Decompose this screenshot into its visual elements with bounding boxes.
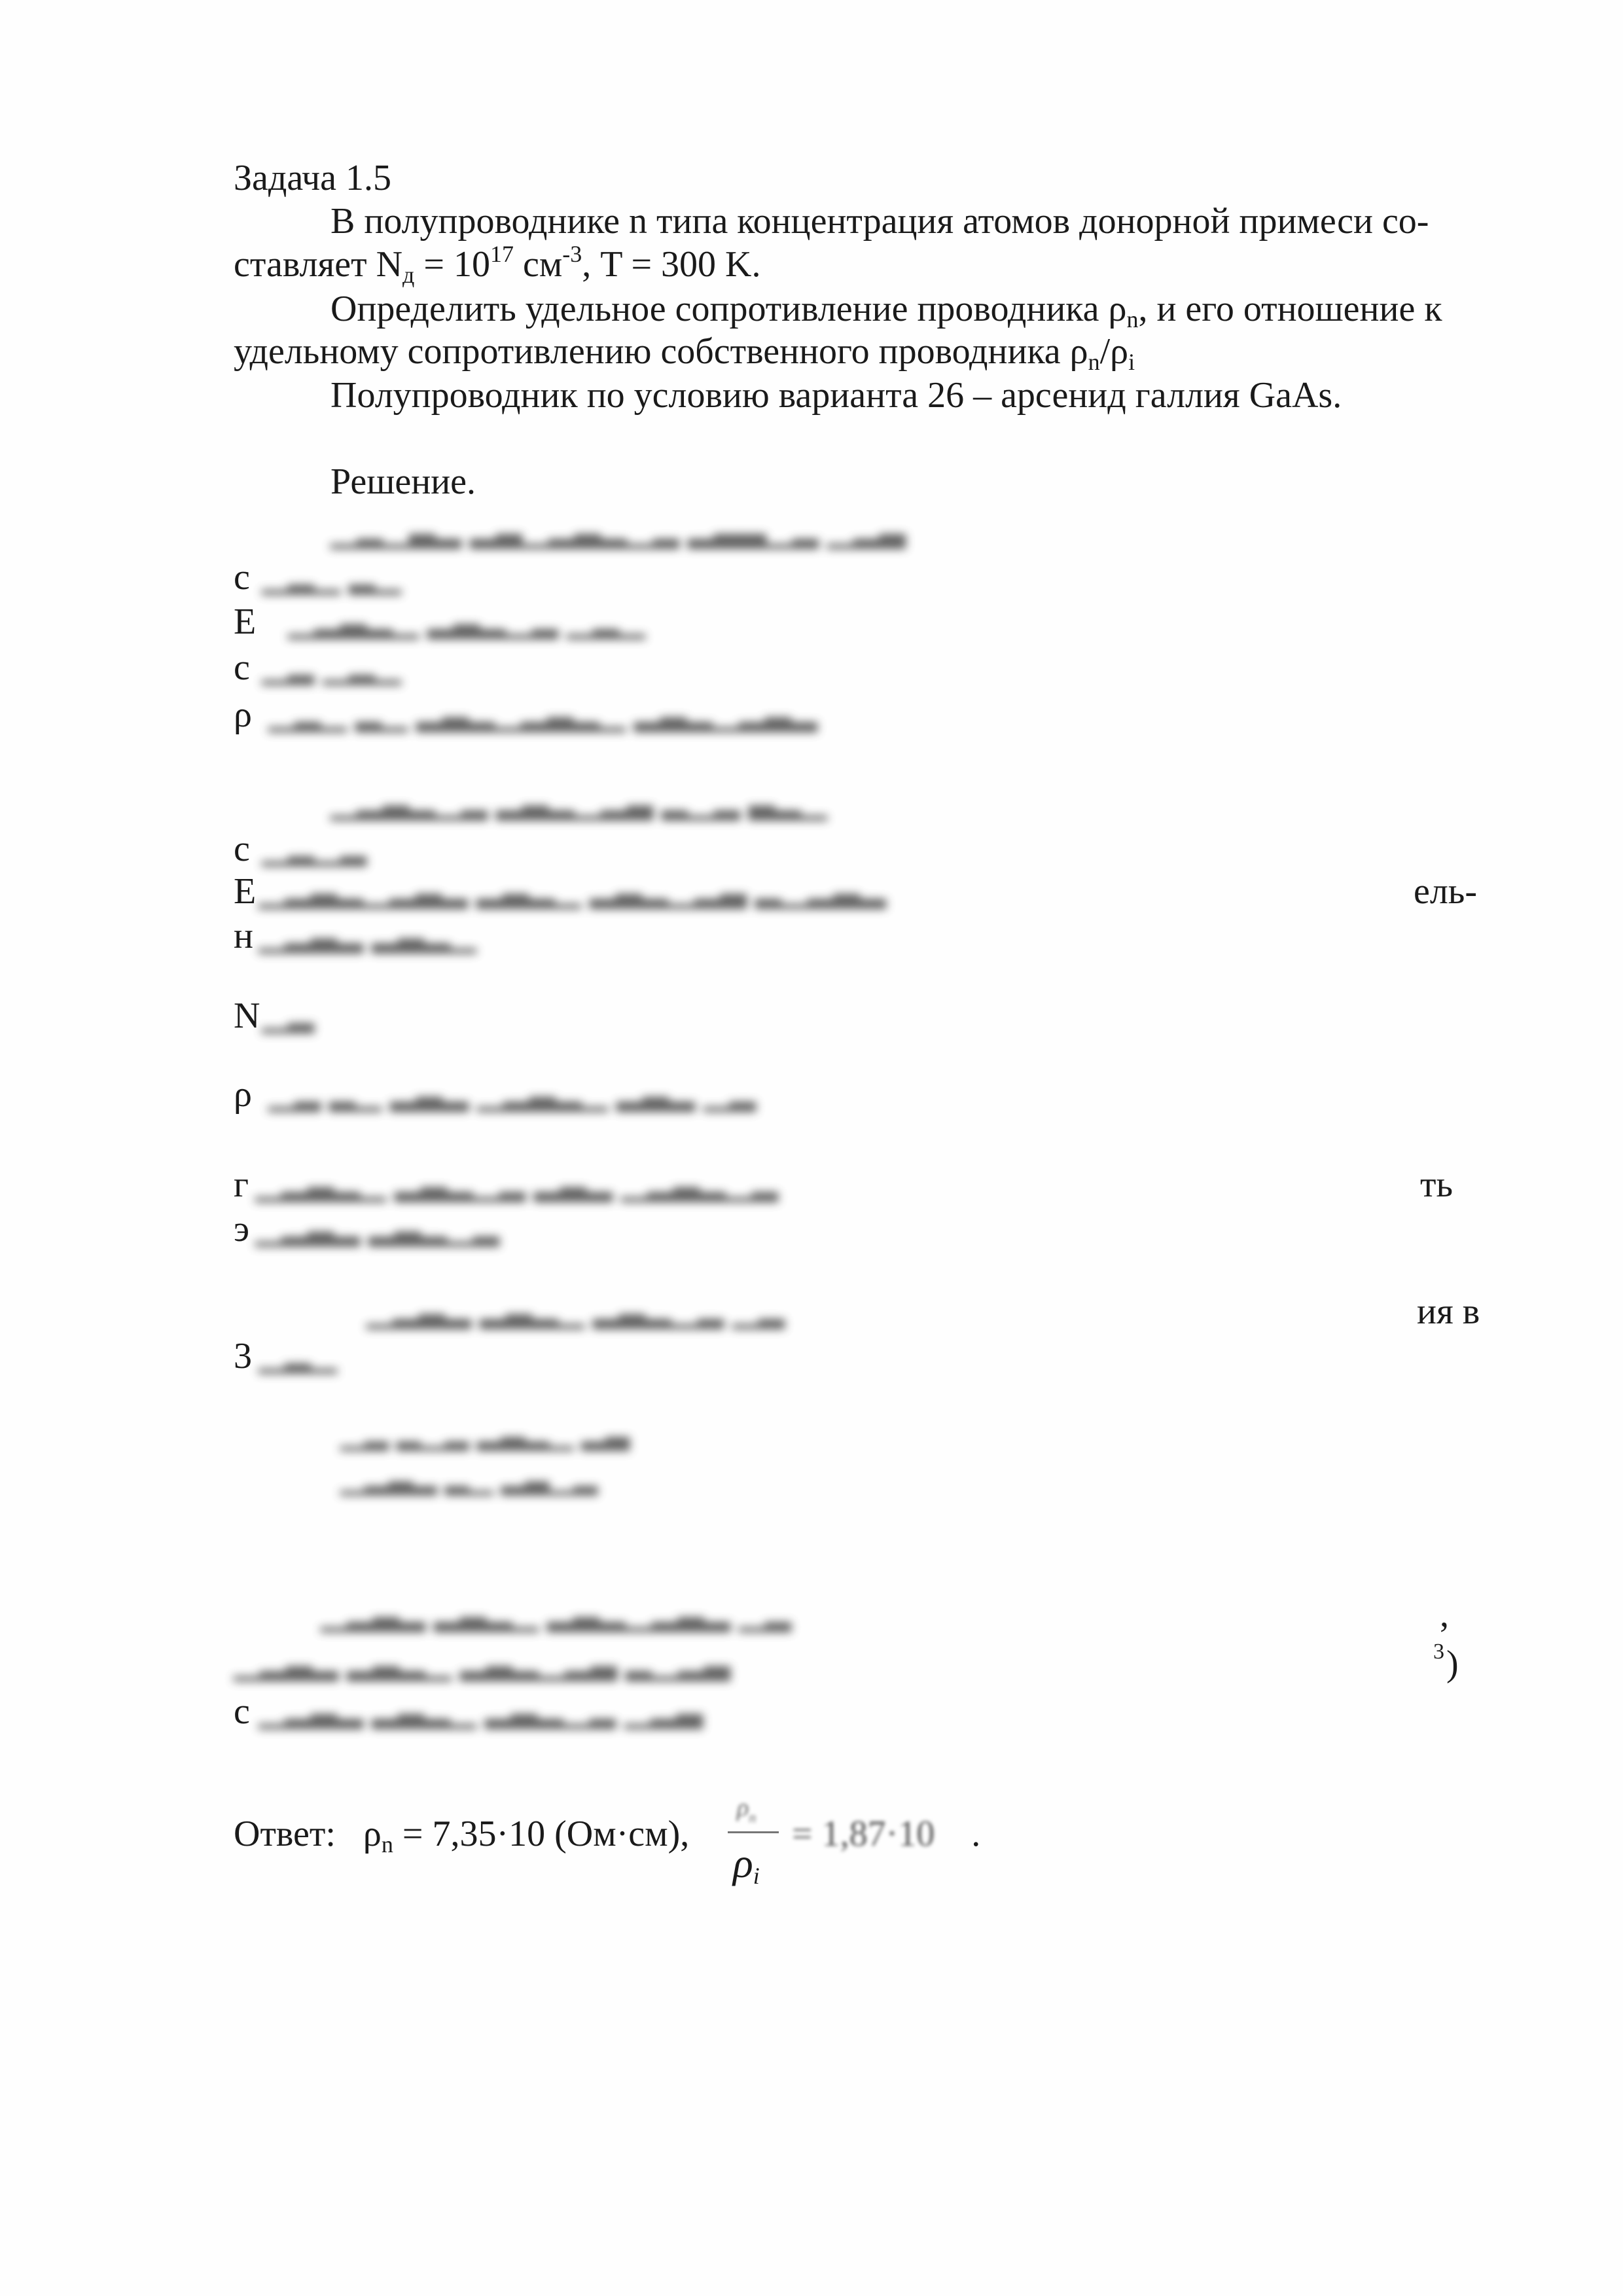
fraction-bar	[728, 1831, 779, 1833]
document-page: Задача 1.5 В полупроводнике n типа концентрация атомов донорной примеси со- ставляет $N_д = 10^{17}$ $см^{-3}$, T = 300 K. Определить удельное сопротивление проводника $\rho_n$, и его отношение к удельному сопротивлению собственного проводника $\rho_n/\rho_i$ Полупроводник по условию варианта 26 – арсенид галлия GaAs. Решение. ▁▂▁▃▂ ▂▃▁▂▃▂▁▂ ▂▃▃▁▂ ▁▂▃ с ▁▂▁ ▂▁ Е ▁▂▃▂▁ ▂▃▂▁▂ ▁▂▁ с ▁▂ ▁▂▁ ρ ▁▂▁ ▂▁ ▂▃▂▁▂▃▂▁ ▂▃▂▁▂▃▂ ▁▂▃▂▁▂ ▂▃▂▁▂▃ ▂▁▂ ▃▂▁ с ▁▂▁▂ Е ▁▂▃▂▁▂▃▂ ▂▃▂▁ ▂▃▂▁▂▃ ▂▁▂▃▂ ель- н ▁▂▃▂ ▂▃▂▁ N ▁▂ ρ ▁▂ ▂▁ ▂▃▂ ▁▂▃▂▁ ▂▃▂ ▁▂ г ▁▂▃▂▁ ▂▃▂▁▂ ▂▃▂ ▁▂▃▂▁▂ ть э ▁▂▃▂ ▂▃▂▁▂ ▁▂▃▂ ▂▃▂▁ ▂▃▂▁▂ ▁▂ ия в 3 ▁▂▁ ▁▂ ▂▁▂ ▂▃▂▁ ▂▃ ▁▂▃▂ ▂▁ ▂▃▁▂ ▁▂▃▂ ▂▃▂▁ ▂▃▂▁▂▃▂ ▁▂ , ▁▂▃▂ ▂▃▂▁ ▂▃▂▁▂▃ ▂▁▂▃ 3 ) с ▁▂▃▂ ▂▃▂▁ ▂▃▂▁▂ ▁▂▃ Ответ: $\rho_n = 7,35\cdot 10$ (Ом·см), $\rho_n$ $\rho_i$ = 1,87·10 .	[0, 0, 1623, 2296]
answer-ratio-fraction: $\rho_n$ $\rho_i$	[728, 1793, 780, 1892]
solution-heading: Решение.	[330, 461, 476, 502]
answer-label: Ответ:	[234, 1814, 336, 1854]
problem-title: Задача 1.5	[234, 158, 392, 198]
answer-rho-symbol: ρ	[363, 1814, 382, 1854]
problem-task-line-1: Определить удельное сопротивление проводника $\rho_n$, и его отношение к	[330, 289, 1442, 332]
problem-task-line-2: удельному сопротивлению собственного проводника $\rho_n/\rho_i$	[234, 331, 1135, 375]
problem-variant-line: Полупроводник по условию варианта 26 – арсенид галлия GaAs.	[330, 375, 1342, 416]
problem-statement-line-2: ставляет $N_д = 10^{17}$ $см^{-3}$, T = 300 K.	[234, 241, 761, 288]
answer-line: Ответ: $\rho_n = 7,35\cdot 10$ (Ом·см),	[234, 1814, 690, 1857]
answer-rho-unit: (Ом·см),	[545, 1814, 690, 1854]
answer-rho-value: = 7,35·10	[393, 1814, 546, 1854]
problem-statement-line-1: В полупроводнике n типа концентрация атомов донорной примеси со-	[330, 201, 1429, 242]
answer-ratio-value: = 1,87·10 .	[792, 1814, 981, 1854]
